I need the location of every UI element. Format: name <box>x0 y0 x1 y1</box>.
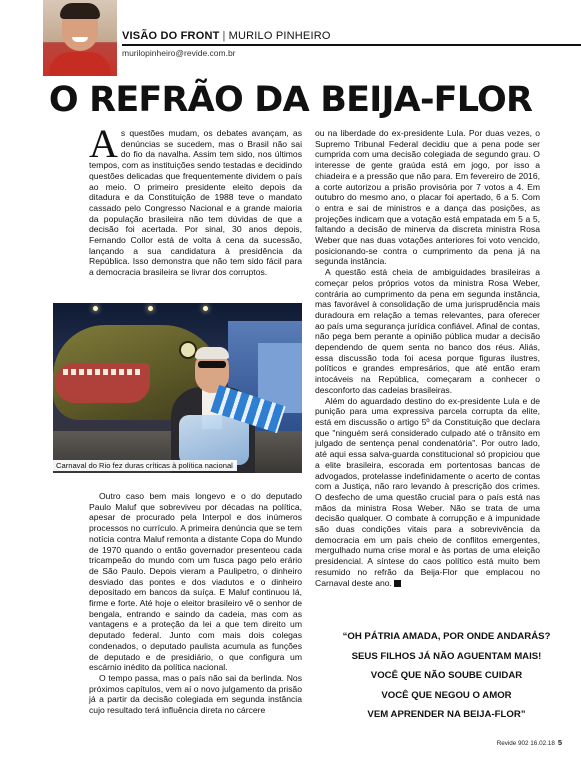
author-email[interactable]: murilopinheiro@revide.com.br <box>122 48 236 58</box>
drop-cap: A <box>89 121 118 166</box>
article-headline: O REFRÃO DA BEIJA-FLOR <box>48 80 533 120</box>
column-header <box>0 0 581 82</box>
article-column-left-top <box>89 121 302 278</box>
article-paragraph: A questão está cheia de ambiguidades brasileiras a começar pelos próprios votos da ministra Rosa Weber, contrária ao cumprimento da pena em segunda instância, mas favorável à consolidação de uma jurisprudência mais duradoura em relação a temas relevantes, para oferecer ao país uma segurança jurídica confiável. Afinal de contas, não pega bem perante a opinião pública mudar a decisão dependendo de quem senta no banco dos réus. Aliás, essa discussão toda foi acesa porque figuras ilustres, políticos e grandes empresários, que até então eram intocáveis na República, começaram a conhecer o desconforto das cadeias brasileiras. <box>315 267 540 395</box>
title-separator: | <box>222 30 226 42</box>
article-paragraph: ou na liberdade do ex-presidente Lula. Por duas vezes, o Supremo Tribunal Federal decidiu que a pena pode ser cumprida com uma decisão colegiada de segundo grau. O interesse de gente graúda está em jogo, por isso a chiadeira e a pressão que não para. Em fevereiro de 2016, a corte autorizou a prisão provisória por 7 votos a 4. Em outubro do mesmo ano, o placar foi apertado, 6 a 5. Com o entra e sai de ministros e a dança das posições, as projeções indicam que a votação está empatada em 5 a 5, faltando a decisão de minerva da discreta ministra Rosa Weber que nas duas votações anteriores foi voto vencido, posicionando-se contra o cumprimento da pena já na segunda instância. <box>315 128 540 267</box>
issue-info: Revide 902 16.02.18 <box>496 740 555 747</box>
quote-line: VEM APRENDER NA BEIJA-FLOR” <box>367 709 526 721</box>
end-of-article-icon <box>394 580 401 587</box>
author-name: MURILO PINHEIRO <box>228 30 331 42</box>
page-number: 5 <box>557 738 562 747</box>
article-paragraph: O tempo passa, mas o país não sai da berlinda. Nos próximos capítulos, vem aí o novo julgamento da prisão já a partir da decisão colegiada em segunda instância cujo resultado terá influência direta no cárcere <box>89 672 302 716</box>
article-column-right <box>315 128 540 588</box>
article-paragraph: Além do aguardado destino do ex-presidente Lula e de punição para uma expressiva parcela corrupta da elite, está em discussão o artigo 5º da Constituição que declara que "ninguém será considerado culpado até o trânsito em julgado de sentença penal condenatória". Por outro lado, até aqui essa salva-guarda constitucional só propiciou que a elite brasileira, escorada em portentosas bancas de advogados, protelasse indefinidamente o acerto de contas com a Justiça, não raro levando à prescrição dos crimes. O desfecho de uma questão crucial para o país está nas mãos da ministra Rosa Weber. Não se trata de uma decisão qualquer. O combate à corrupção e à impunidade são duas condições vitais para a sobrevivência da democracia em um país cheio de conflitos emergentes, mergulhado numa crise moral e às portas de uma eleição presidencial. A síntese do caos político está muito bem resumido no refrão da Beija-Flor que emplacou no Carnaval deste ano. <box>315 395 540 588</box>
photo-caption: Carnaval do Rio fez duras críticas à política nacional <box>53 460 237 471</box>
quote-line: VOCÊ QUE NÃO SOUBE CUIDAR <box>370 670 523 682</box>
header-rule <box>122 44 581 46</box>
quote-line: “OH PÁTRIA AMADA, POR ONDE ANDARÁS? <box>342 631 551 642</box>
article-photo <box>53 303 302 473</box>
pull-quote <box>312 627 581 725</box>
column-title <box>122 30 331 42</box>
column-name: VISÃO DO FRONT <box>122 30 220 42</box>
author-avatar <box>43 0 117 76</box>
article-column-left-bottom <box>89 491 302 716</box>
page-footer <box>497 738 562 747</box>
quote-line: VOCÊ QUE NEGOU O AMOR <box>381 689 512 701</box>
article-paragraph: Outro caso bem mais longevo e o do deputado Paulo Maluf que sobreviveu por décadas na política, apesar de procurado pela Interpol e dos inúmeros processos no currículo. A primeira denúncia que se tem notícia contra Maluf remonta a distante Copa do Mundo de 1970 quando o então governador presenteou cada tricampeão do mundo com um fusca pago pelo erário de São Paulo. Depois vieram a Paulipetro, o dinheiro desviado das pontes e dos viadutos e o dinheiro depositado em bancos da suíça. E Maluf continuou lá, firme e forte. Até hoje o eleitor brasileiro vê o senhor de bengala, entrando e saindo da cadeia, mas com as vantagens e a proteção da lei a que tem direito um deputado federal. Junto com mais dois colegas condenados, o deputado paulista acumula as funções de deputado e de presidiário, o que configura um escárnio inédito da política nacional. <box>89 491 302 673</box>
quote-line: SEUS FILHOS JÁ NÃO AGUENTAM MAIS! <box>351 650 542 662</box>
article-paragraph: As questões mudam, os debates avançam, as denúncias se sucedem, mas o Brasil não sai do fio da navalha. Assim tem sido, nos últimos tempos, com as instituições sendo testadas e decidindo questões delicadas que frequentemente dividem o país ao meio. O primeiro presidente eleito depois da ditadura e da Constituição de 1988 teve o mandato cassado pelo Congresso Nacional e a grande maioria da população brasileira não tem dúvidas de que a decisão foi acertada. Por sinal, 30 anos depois, Fernando Collor está de volta à cena da sucessão, lançando a sua candidatura à presidência da República. Isso demonstra que não tem sido fácil para a democracia brasileira se livrar dos corruptos. <box>89 121 302 278</box>
